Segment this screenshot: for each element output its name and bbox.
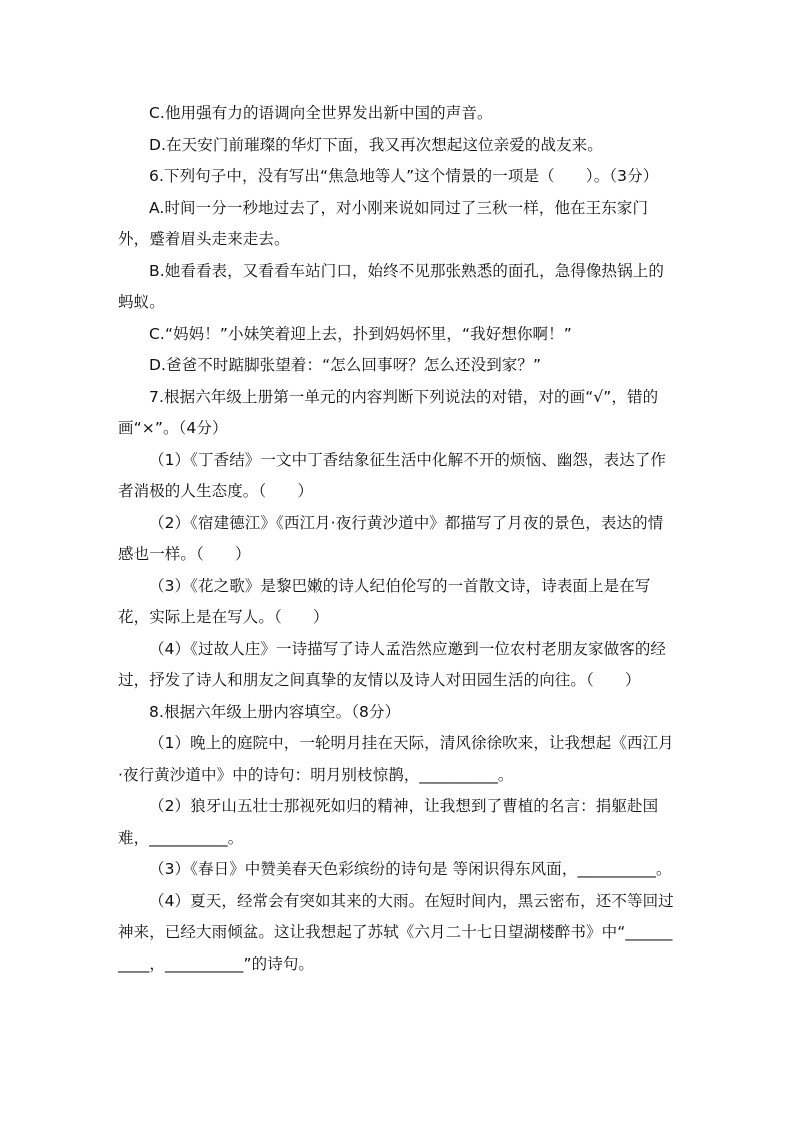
q7-item-1: （1）《丁香结》一文中丁香结象征生活中化解不开的烦恼、幽怨，表达了作者消极的人生态度。（ ） bbox=[118, 450, 667, 500]
question-6: 6.下列句子中，没有写出“焦急地等人”这个情景的一项是（ ）。（3分） bbox=[149, 167, 659, 185]
option-b-q6: B.她看看表，又看看车站门口，始终不见那张熟悉的面孔，急得像热锅上的蚂蚁。 bbox=[118, 261, 664, 311]
question-8: 8.根据六年级上册内容填空。（8分） bbox=[149, 702, 401, 721]
q7-item-2: （2）《宿建德江》《西江月·夜行黄沙道中》都描写了月夜的景色，表达的情感也一样。（ ） bbox=[118, 513, 664, 563]
option-d-q6: D.爸爸不时踮脚张望着：“怎么回事呀？怎么还没到家？” bbox=[149, 356, 542, 374]
option-c-q5: C.他用强有力的语调向全世界发出新中国的声音。 bbox=[149, 104, 493, 122]
q8-item-3: （3）《春日》中赞美春天色彩缤纷的诗句是 等闲识得东风面，__________。 bbox=[149, 860, 672, 878]
q7-item-3: （3）《花之歌》是黎巴嫩的诗人纪伯伦写的一首散文诗，诗表面上是在写花，实际上是在写人。（ ） bbox=[118, 576, 651, 626]
q8-item-1: （1）晚上的庭院中，一轮明月挂在天际，清风徐徐吹来，让我想起《西江月·夜行黄沙道中》中的诗句：明月别枝惊鹊，__________。 bbox=[118, 734, 674, 784]
option-d-q5: D.在天安门前璀璨的华灯下面，我又再次想起这位亲爱的战友来。 bbox=[149, 135, 603, 154]
option-c-q6: C.“妈妈！”小妹笑着迎上去，扑到妈妈怀里，“我好想你啊！” bbox=[149, 324, 572, 343]
question-content bbox=[118, 98, 674, 980]
q8-item-4: （4）夏天，经常会有突如其来的大雨。在短时间内，黑云密布，还不等回过神来，已经大雨倾盆。这让我想起了苏轼《六月二十七日望湖楼醉书》中“__________，__________”的诗句。 bbox=[118, 891, 674, 973]
q7-item-4: （4）《过故人庄》一诗描写了诗人孟浩然应邀到一位农村老朋友家做客的经过，抒发了诗人和朋友之间真挚的友情以及诗人对田园生活的向往。（ ） bbox=[118, 639, 667, 689]
question-7: 7.根据六年级上册第一单元的内容判断下列说法的对错，对的画“√”，错的画“×”。（4分） bbox=[118, 387, 659, 437]
q8-item-2: （2）狼牙山五壮士那视死如归的精神，让我想到了曹植的名言：捐躯赴国难，__________。 bbox=[118, 797, 659, 847]
option-a-q6: A.时间一分一秒地过去了，对小刚来说如同过了三秋一样，他在王东家门外，蹙着眉头走来走去。 bbox=[118, 198, 649, 248]
